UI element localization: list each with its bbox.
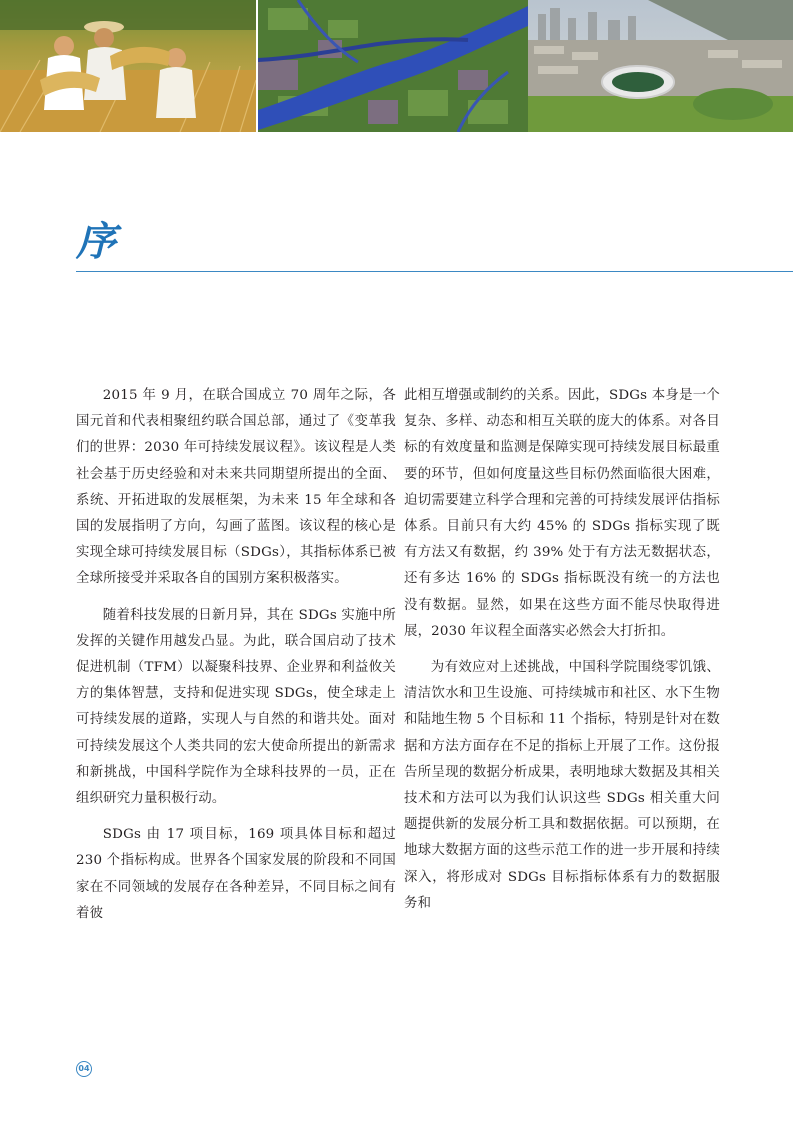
photo-strip: [0, 0, 793, 132]
section-title: 序: [76, 218, 116, 265]
harvest-farmers-photo: [0, 0, 256, 132]
satellite-river-photo: [258, 0, 528, 132]
city-stadium-aerial-photo: [528, 0, 793, 132]
paragraph: SDGs 由 17 项目标，169 项具体目标和超过 230 个指标构成。世界各个国家发展的阶段和不同国家在不同领域的发展存在各种差异，不同目标之间有着彼: [76, 827, 396, 921]
paragraph: 为有效应对上述挑战，中国科学院围绕零饥饿、清洁饮水和卫生设施、可持续城市和社区、水下生物和陆地生物 5 个目标和 11 个指标，特别是针对在数据和方法方面存在不足的指标上开展了工作。这份报告所呈现的数据分析成果，表明地球大数据及其相关技术和方法可以为我们认识这些 SDGs 相关重大问题提供新的发展分析工具和数据依据。可以预期，在地球大数据方面的这些示范工作的进一步开展和持续深入，将形成对 SDGs 目标指标体系有力的数据服务和: [404, 660, 720, 911]
text-column-right: [404, 383, 720, 927]
paragraph: 2015 年 9 月，在联合国成立 70 周年之际，各国元首和代表相聚纽约联合国总部，通过了《变革我们的世界：2030 年可持续发展议程》。该议程是人类社会基于历史经验和对未来共同期望所提出的全面、系统、开拓进取的发展框架，为未来 15 年全球和各国的发展指明了方向，勾画了蓝图。该议程的核心是实现全球可持续发展目标（SDGs），其指标体系已被全球所接受并采取各自的国别方案积极落实。: [76, 388, 396, 587]
paragraph: 随着科技发展的日新月异，其在 SDGs 实施中所发挥的关键作用越发凸显。为此，联合国启动了技术促进机制（TFM）以凝聚科技界、企业界和利益攸关方的集体智慧，支持和促进实现 SDGs，使全球走上可持续发展的道路，实现人与自然的和谐共处。面对可持续发展这个人类共同的宏大使命所提出的新需求和新挑战，中国科学院作为全球科技界的一员，正在组织研究力量积极行动。: [76, 607, 396, 807]
title-divider: [76, 271, 793, 272]
paragraph: 此相互增强或制约的关系。因此，SDGs 本身是一个复杂、多样、动态和相互关联的庞大的体系。对各目标的有效度量和监测是保障实现可持续发展目标最重要的环节，但如何度量这些目标仍然面临很大困难，迫切需要建立科学合理和完善的可持续发展评估指标体系。目前只有大约 45% 的 SDGs 指标实现了既有方法又有数据，约 39% 处于有方法无数据状态，还有多达 16% 的 SDGs 指标既没有统一的方法也没有数据。显然，如果在这些方面不能尽快取得进展，2030 年议程全面落实必然会大打折扣。: [404, 388, 720, 639]
page-number: 04: [76, 1061, 92, 1077]
text-column-left: [76, 383, 396, 937]
